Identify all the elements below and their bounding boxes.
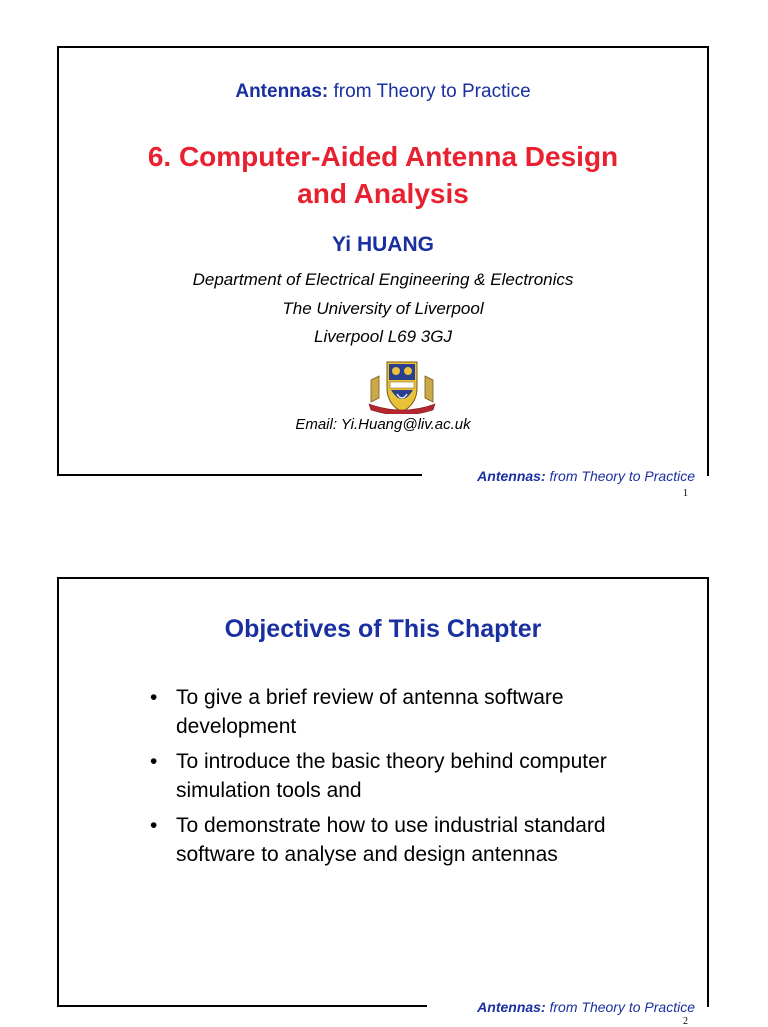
slide-title bbox=[59, 138, 707, 212]
slide-1 bbox=[57, 46, 709, 484]
bullet-icon: • bbox=[150, 814, 158, 837]
bullet-icon: • bbox=[150, 750, 158, 773]
list-item: • To give a brief review of antenna software development bbox=[147, 683, 627, 741]
university-crest-icon bbox=[367, 358, 437, 414]
title-line-2: and Analysis bbox=[297, 178, 469, 209]
affiliation-line-3: Liverpool L69 3GJ bbox=[314, 327, 452, 346]
list-item: • To introduce the basic theory behind computer simulation tools and bbox=[147, 747, 627, 805]
header-bold: Antennas: bbox=[235, 81, 329, 102]
slide-footer bbox=[477, 999, 695, 1015]
footer-rest: from Theory to Practice bbox=[545, 999, 695, 1015]
slide-header bbox=[59, 81, 707, 103]
slide-title: Objectives of This Chapter bbox=[224, 615, 542, 643]
title-line-1: 6. Computer-Aided Antenna Design bbox=[147, 141, 619, 172]
objectives-list bbox=[147, 683, 627, 875]
slide-bottom-rule bbox=[57, 474, 422, 476]
slide-footer bbox=[477, 468, 695, 484]
slide-bottom-rule bbox=[57, 1005, 427, 1007]
affiliation-line-2: The University of Liverpool bbox=[282, 298, 484, 318]
footer-bold: Antennas: bbox=[477, 999, 546, 1015]
list-item: • To demonstrate how to use industrial standard software to analyse and design antennas bbox=[147, 811, 627, 869]
page-number: 1 bbox=[683, 488, 688, 499]
header-rest: from Theory to Practice bbox=[328, 81, 531, 102]
email: Email: Yi.Huang@liv.ac.uk bbox=[295, 416, 471, 433]
affiliation-line-1: Department of Electrical Engineering & Electronics bbox=[192, 270, 574, 289]
slide-2 bbox=[57, 577, 709, 1015]
author-name: Yi HUANG bbox=[332, 233, 434, 256]
affiliation bbox=[59, 266, 707, 352]
footer-rest: from Theory to Practice bbox=[545, 468, 695, 484]
bullet-icon: • bbox=[150, 686, 158, 709]
page-number: 2 bbox=[683, 1016, 688, 1027]
footer-bold: Antennas: bbox=[477, 468, 546, 484]
